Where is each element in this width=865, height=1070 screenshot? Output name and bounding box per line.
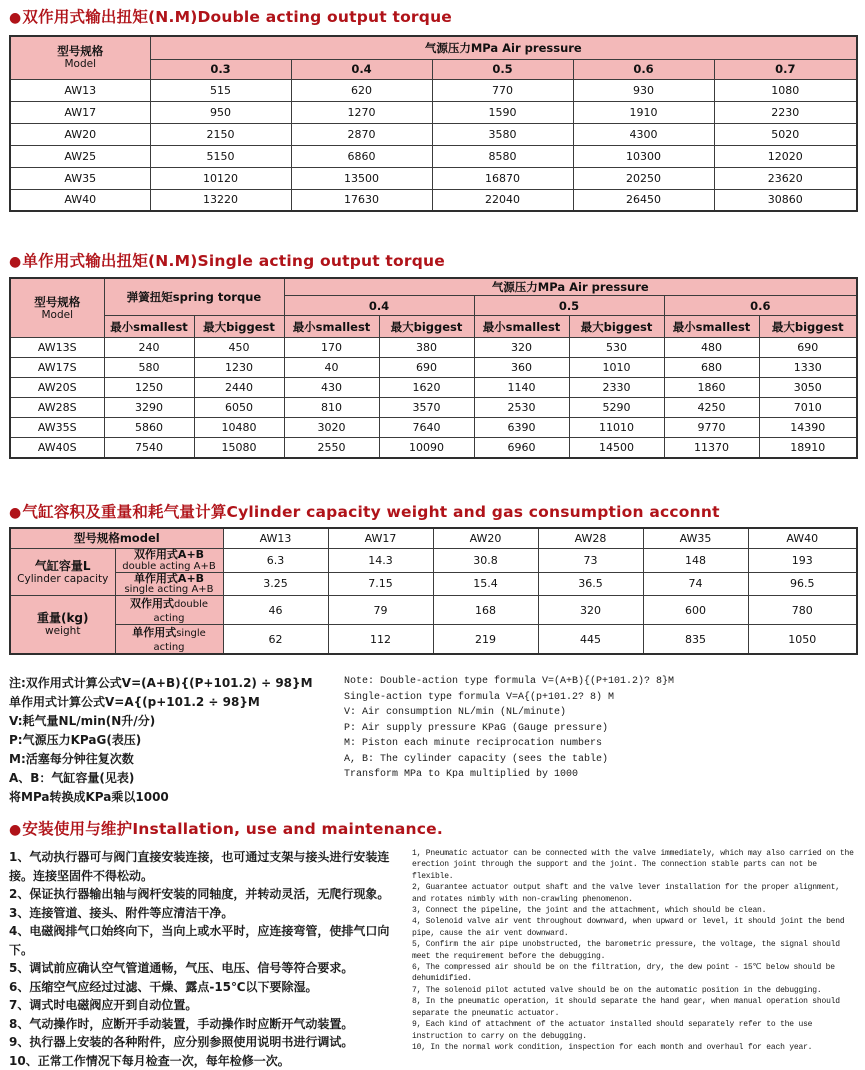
table-cell: 240 <box>104 338 194 358</box>
table-cell: AW40 <box>10 189 150 211</box>
instruction-item-cn: 10、正常工作情况下每月检查一次，每年检修一次。 <box>9 1052 397 1070</box>
table-cell: 620 <box>291 79 432 101</box>
note-line-en: A, B: The cylinder capacity (sees the table) <box>344 752 856 768</box>
table-cell: 1860 <box>664 378 759 398</box>
table-row <box>10 418 857 438</box>
table-cell: 1050 <box>748 625 857 655</box>
table-cell: 74 <box>643 572 748 596</box>
table-cell: AW13 <box>10 79 150 101</box>
table-cell: 780 <box>748 596 857 625</box>
table-cell: 690 <box>759 338 857 358</box>
table-cell: 3290 <box>104 398 194 418</box>
table-cell: 360 <box>474 358 569 378</box>
table-cell: 96.5 <box>748 572 857 596</box>
note-line-cn: 注:双作用式计算公式V=(A+B){(P+101.2) ÷ 98}M <box>9 674 344 693</box>
installation-section-title <box>9 820 856 839</box>
table-cell: 10120 <box>150 167 291 189</box>
table-row <box>10 378 857 398</box>
table-cell: 4300 <box>573 123 714 145</box>
formula-notes <box>9 674 856 807</box>
table-cell: 530 <box>569 338 664 358</box>
table-cell: 5860 <box>104 418 194 438</box>
instruction-item-cn: 3、连接管道、接头、附件等应清洁干净。 <box>9 904 397 923</box>
note-line-en: Transform MPa to Kpa multiplied by 1000 <box>344 767 856 783</box>
model-header-cell: 型号规格model <box>10 528 223 549</box>
biggest-header: 最大biggest <box>194 316 284 338</box>
table-cell: 930 <box>573 79 714 101</box>
single-acting-title-text: 单作用式输出扭矩(N.M)Single acting output torque <box>22 252 445 270</box>
table-cell: 10090 <box>379 438 474 458</box>
biggest-header: 最大biggest <box>379 316 474 338</box>
capacity-single-row <box>10 572 857 596</box>
air-pressure-header: 气源压力MPa Air pressure <box>150 36 857 59</box>
table-cell: 1140 <box>474 378 569 398</box>
table-cell: 73 <box>538 549 643 573</box>
table-cell: 950 <box>150 101 291 123</box>
table-cell: AW20 <box>433 528 538 549</box>
table-cell: AW13S <box>10 338 104 358</box>
installation-title-text: 安装使用与维护Installation, use and maintenance. <box>22 820 443 838</box>
table-cell: 3.25 <box>223 572 328 596</box>
table-cell: 810 <box>284 398 379 418</box>
pressure-col-header: 0.6 <box>573 59 714 79</box>
note-line-cn: P:气源压力KPaG(表压) <box>9 731 344 750</box>
min-max-header-row <box>10 316 857 338</box>
pressure-col-header: 0.5 <box>474 296 664 316</box>
table-cell: 219 <box>433 625 538 655</box>
table-cell: 835 <box>643 625 748 655</box>
table-cell: 9770 <box>664 418 759 438</box>
table-cell: 14390 <box>759 418 857 438</box>
table-cell: 168 <box>433 596 538 625</box>
instruction-item-en: 10, In the normal work condition, inspection for each month and overhaul for each year. <box>412 1042 856 1053</box>
table-cell: 320 <box>538 596 643 625</box>
instruction-item-cn: 7、调式时电磁阀应开到自动位置。 <box>9 996 397 1015</box>
table-cell: 5290 <box>569 398 664 418</box>
table-cell: 1270 <box>291 101 432 123</box>
installation-instructions <box>9 848 856 1070</box>
table-cell: 13500 <box>291 167 432 189</box>
model-header-row <box>10 528 857 549</box>
table-cell: 320 <box>474 338 569 358</box>
table-row <box>10 189 857 211</box>
table-cell: 7640 <box>379 418 474 438</box>
single-acting-torque-table <box>9 277 858 459</box>
table-cell: 30.8 <box>433 549 538 573</box>
table-cell: AW17S <box>10 358 104 378</box>
instruction-item-en: 8, In the pneumatic operation, it should separate the hand gear, when manual operation should separate the pneumatic actuator. <box>412 996 856 1019</box>
note-line-cn: V:耗气量NL/min(N升/分) <box>9 712 344 731</box>
instruction-item-en: 1, Pneumatic actuator can be connected with the valve immediately, which may also carried on the erection joint through the support and the joint. The connection stable parts can not be flexible. <box>412 848 856 882</box>
table-cell: 10480 <box>194 418 284 438</box>
table-cell: 1230 <box>194 358 284 378</box>
table-cell: AW35 <box>643 528 748 549</box>
capacity-weight-table <box>9 527 858 656</box>
table-cell: 600 <box>643 596 748 625</box>
table-cell: 7540 <box>104 438 194 458</box>
instruction-item-cn: 2、保证执行器输出轴与阀杆安装的同轴度，并转动灵活，无爬行现象。 <box>9 885 397 904</box>
weight-group-cell <box>10 596 115 655</box>
table-cell: 13220 <box>150 189 291 211</box>
instruction-item-en: 9, Each kind of attachment of the actuator installed should separately refer to the use instruction to carry on the debugging. <box>412 1019 856 1042</box>
double-acting-label: 双作用式double acting <box>115 596 223 625</box>
table-row <box>10 167 857 189</box>
table-cell: 193 <box>748 549 857 573</box>
table-cell: 8580 <box>432 145 573 167</box>
table-cell: 112 <box>328 625 433 655</box>
smallest-header: 最小smallest <box>284 316 379 338</box>
table-cell: AW35 <box>10 167 150 189</box>
double-acting-torque-table <box>9 35 858 212</box>
table-cell: 18910 <box>759 438 857 458</box>
table-cell: 14500 <box>569 438 664 458</box>
note-line-en: V: Air consumption NL/min (NL/minute) <box>344 705 856 721</box>
table-cell: 690 <box>379 358 474 378</box>
cylinder-capacity-group-cell <box>10 549 115 596</box>
table-cell: 30860 <box>714 189 857 211</box>
capacity-section-title <box>9 503 856 522</box>
table-cell: 36.5 <box>538 572 643 596</box>
table-cell: 5020 <box>714 123 857 145</box>
table-cell: 515 <box>150 79 291 101</box>
table-cell: 580 <box>104 358 194 378</box>
biggest-header: 最大biggest <box>569 316 664 338</box>
table-cell: 12020 <box>714 145 857 167</box>
note-line-cn: 将MPa转换成KPa乘以1000 <box>9 788 344 807</box>
model-header-en: Model <box>13 309 102 321</box>
model-header-cn: 型号规格 <box>13 45 148 58</box>
table-cell: 1250 <box>104 378 194 398</box>
table-cell: 15.4 <box>433 572 538 596</box>
pressure-col-header: 0.5 <box>432 59 573 79</box>
instruction-item-cn: 1、气动执行器可与阀门直接安装连接，也可通过支架与接头进行安装连接。连接坚固件不得松动。 <box>9 848 397 885</box>
capacity-title-text: 气缸容积及重量和耗气量计算Cylinder capacity weight and gas consumption acconnt <box>22 503 719 521</box>
note-line-en: Single-action type formula V=A{(p+101.2? 8) M <box>344 690 856 706</box>
table-cell: 1910 <box>573 101 714 123</box>
table-cell: 1620 <box>379 378 474 398</box>
table-row <box>10 145 857 167</box>
capacity-double-row <box>10 549 857 573</box>
pressure-col-header: 0.7 <box>714 59 857 79</box>
notes-english <box>344 674 856 807</box>
table-cell: AW28 <box>538 528 643 549</box>
table-cell: AW13 <box>223 528 328 549</box>
table-row <box>10 123 857 145</box>
note-line-cn: 单作用式计算公式V=A{(p+101.2 ÷ 98}M <box>9 693 344 712</box>
table-cell: 14.3 <box>328 549 433 573</box>
instruction-item-en: 3, Connect the pipeline, the joint and the attachment, which should be clean. <box>412 905 856 916</box>
instruction-item-cn: 4、电磁阀排气口始终向下，当向上或水平时，应连接弯管，使排气口向下。 <box>9 922 397 959</box>
table-cell: 6.3 <box>223 549 328 573</box>
table-cell: 16870 <box>432 167 573 189</box>
bullet-icon: ● <box>9 822 21 838</box>
table-cell: 2330 <box>569 378 664 398</box>
pressure-col-header: 0.3 <box>150 59 291 79</box>
weight-en: weight <box>13 625 113 637</box>
instruction-item-cn: 8、气动操作时，应断开手动装置，手动操作时应断开气动装置。 <box>9 1015 397 1034</box>
note-line-cn: A、B：气缸容量(见表) <box>9 769 344 788</box>
table-cell: 22040 <box>432 189 573 211</box>
table-cell: 445 <box>538 625 643 655</box>
instruction-item-cn: 5、调试前应确认空气管道通畅，气压、电压、信号等符合要求。 <box>9 959 397 978</box>
note-line-en: P: Air supply pressure KPaG (Gauge pressure) <box>344 721 856 737</box>
table-cell: 3020 <box>284 418 379 438</box>
instruction-item-en: 4, Solenoid valve air vent throughout downward, when upward or level, it should joint the bend pipe, cause the air vent downward. <box>412 916 856 939</box>
weight-single-row <box>10 625 857 655</box>
instruction-item-en: 2, Guarantee actuator output shaft and the valve lever installation for the proper alignment, and rotates nimbly with non-crawling phenomenon. <box>412 882 856 905</box>
table-cell: 7010 <box>759 398 857 418</box>
table-cell: 3580 <box>432 123 573 145</box>
table-cell: 770 <box>432 79 573 101</box>
table-cell: 3050 <box>759 378 857 398</box>
single-acting-section-title <box>9 252 856 271</box>
instruction-item-cn: 9、执行器上安装的各种附件，应分别参照使用说明书进行调试。 <box>9 1033 397 1052</box>
table-cell: 11370 <box>664 438 759 458</box>
smallest-header: 最小smallest <box>474 316 569 338</box>
single-acting-ab-label: 单作用式A+B single acting A+B <box>115 572 223 596</box>
table-cell: 15080 <box>194 438 284 458</box>
model-header-cell <box>10 278 104 338</box>
air-pressure-header: 气源压力MPa Air pressure <box>284 278 857 296</box>
table-cell: 148 <box>643 549 748 573</box>
table-cell: 450 <box>194 338 284 358</box>
instruction-item-cn: 6、压缩空气应经过过滤、干燥、露点-15℃以下要除湿。 <box>9 978 397 997</box>
table-row <box>10 101 857 123</box>
cylinder-capacity-en: Cylinder capacity <box>13 573 113 585</box>
model-header-cn: 型号规格 <box>13 296 102 309</box>
table-header-row <box>10 278 857 296</box>
smallest-header: 最小smallest <box>664 316 759 338</box>
table-cell: AW35S <box>10 418 104 438</box>
single-acting-label: 单作用式single acting <box>115 625 223 655</box>
table-cell: 11010 <box>569 418 664 438</box>
model-header-en: Model <box>13 58 148 70</box>
smallest-header: 最小smallest <box>104 316 194 338</box>
biggest-header: 最大biggest <box>759 316 857 338</box>
instruction-item-en: 7, The solenoid pilot actuted valve should be on the automatic position in the debugging. <box>412 985 856 996</box>
double-acting-ab-label: 双作用式A+B double acting A+B <box>115 549 223 573</box>
weight-double-row <box>10 596 857 625</box>
table-cell: 2550 <box>284 438 379 458</box>
table-cell: 1080 <box>714 79 857 101</box>
table-cell: 4250 <box>664 398 759 418</box>
table-cell: 23620 <box>714 167 857 189</box>
table-cell: 5150 <box>150 145 291 167</box>
table-cell: 46 <box>223 596 328 625</box>
table-cell: 79 <box>328 596 433 625</box>
table-cell: 6960 <box>474 438 569 458</box>
note-line-en: M: Piston each minute reciprocation numbers <box>344 736 856 752</box>
table-row <box>10 438 857 458</box>
table-cell: 2530 <box>474 398 569 418</box>
table-cell: AW17 <box>10 101 150 123</box>
table-cell: 2870 <box>291 123 432 145</box>
note-line-en: Note: Double-action type formula V=(A+B){(P+101.2)? 8}M <box>344 674 856 690</box>
table-cell: 62 <box>223 625 328 655</box>
table-cell: 1330 <box>759 358 857 378</box>
table-row <box>10 398 857 418</box>
table-row <box>10 358 857 378</box>
table-cell: 17630 <box>291 189 432 211</box>
table-cell: AW20 <box>10 123 150 145</box>
table-cell: 1010 <box>569 358 664 378</box>
table-cell: AW17 <box>328 528 433 549</box>
instructions-english <box>412 848 856 1070</box>
table-cell: 20250 <box>573 167 714 189</box>
table-cell: 6390 <box>474 418 569 438</box>
note-line-cn: M:活塞每分钟往复次数 <box>9 750 344 769</box>
instruction-item-en: 5, Confirm the air pipe unobstructed, the barometric pressure, the voltage, the signal should meet the requirement before the debugging. <box>412 939 856 962</box>
table-cell: 7.15 <box>328 572 433 596</box>
table-cell: 10300 <box>573 145 714 167</box>
table-cell: 480 <box>664 338 759 358</box>
table-cell: 430 <box>284 378 379 398</box>
table-cell: AW40S <box>10 438 104 458</box>
bullet-icon: ● <box>9 254 21 270</box>
table-cell: 6050 <box>194 398 284 418</box>
cylinder-capacity-cn: 气缸容量L <box>13 560 113 573</box>
weight-cn: 重量(kg) <box>13 612 113 625</box>
table-cell: 2230 <box>714 101 857 123</box>
pressure-col-header: 0.4 <box>291 59 432 79</box>
table-cell: AW28S <box>10 398 104 418</box>
model-header-cell <box>10 36 150 79</box>
table-cell: 40 <box>284 358 379 378</box>
table-cell: AW20S <box>10 378 104 398</box>
bullet-icon: ● <box>9 505 21 521</box>
table-cell: 6860 <box>291 145 432 167</box>
table-cell: 1590 <box>432 101 573 123</box>
double-acting-section-title <box>9 8 856 27</box>
pressure-col-header: 0.4 <box>284 296 474 316</box>
pressure-col-header: 0.6 <box>664 296 857 316</box>
spring-torque-header: 弹簧扭矩spring torque <box>104 278 284 316</box>
instructions-chinese <box>9 848 397 1070</box>
table-cell: 26450 <box>573 189 714 211</box>
table-row <box>10 338 857 358</box>
notes-chinese <box>9 674 344 807</box>
table-header-row <box>10 36 857 59</box>
table-cell: 680 <box>664 358 759 378</box>
table-cell: 2440 <box>194 378 284 398</box>
table-cell: 2150 <box>150 123 291 145</box>
table-cell: AW25 <box>10 145 150 167</box>
catalog-page <box>9 0 856 1070</box>
double-acting-title-text: 双作用式输出扭矩(N.M)Double acting output torque <box>22 8 452 26</box>
instruction-item-en: 6, The compressed air should be on the filtration, dry, the dew point - 15℃ below should be dehumidified. <box>412 962 856 985</box>
table-cell: AW40 <box>748 528 857 549</box>
table-cell: 170 <box>284 338 379 358</box>
table-cell: 3570 <box>379 398 474 418</box>
bullet-icon: ● <box>9 10 21 26</box>
table-cell: 380 <box>379 338 474 358</box>
table-row <box>10 79 857 101</box>
